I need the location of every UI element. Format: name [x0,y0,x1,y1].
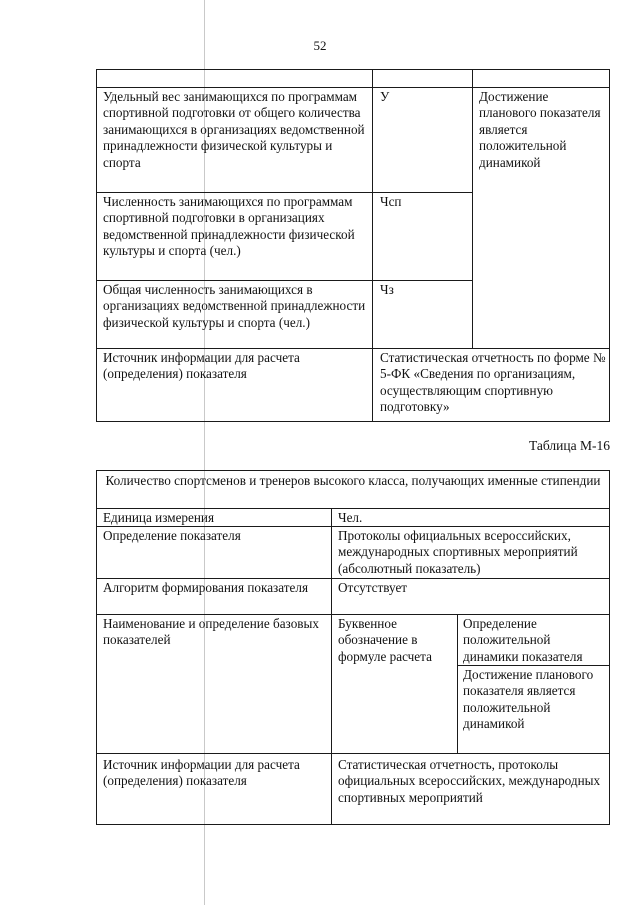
base-definition-header: Определение положительной динамики показателя [463,616,583,664]
merged-dynamics-note: Достижение планового показателя является положительной динамикой [479,89,601,170]
base-symbol-header: Буквенное обозначение в формуле расчета [338,616,432,664]
source-label: Источник информации для расчета (определения) показателя [103,350,300,382]
row-share-text: Удельный вес занимающихся по программам спортивной подготовки от общего количества занимающихся в организациях ведомственной принадлежности физической культуры и спорта [103,89,365,170]
m16-title: Количество спортсменов и тренеров высокого класса, получающих именные стипендии [105,473,601,488]
algorithm-label: Алгоритм формирования показателя [103,580,309,595]
algorithm-value: Отсутствует [338,580,408,595]
row-share-symbol: У [380,89,390,104]
definition-value: Протоколы официальных всероссийских, международных спортивных мероприятий (абсолютный показатель) [338,528,578,576]
row-sport-training-count-symbol: Чсп [380,194,402,209]
m16-source-label: Источник информации для расчета (определения) показателя [103,757,300,789]
base-definition-value: Достижение планового показателя является положительной динамикой [463,667,594,732]
base-indicators-label: Наименование и определение базовых показателей [103,616,319,648]
definition-label: Определение показателя [103,528,241,543]
m16-source-value: Статистическая отчетность, протоколы официальных всероссийских, международных спортивных мероприятий [338,757,601,805]
row-sport-training-count-text: Численность занимающихся по программам спортивной подготовки в организациях ведомственной принадлежности физической культуры и спорта (чел.) [103,194,355,259]
source-value: Статистическая отчетность по форме № 5-ФК «Сведения по организациям, осуществляющим спортивную подготовку» [380,350,606,415]
row-total-count-text: Общая численность занимающихся в организациях ведомственной принадлежности физической культуры и спорта (чел.) [103,282,366,330]
unit-value: Чел. [338,510,363,525]
table-caption: Таблица М-16 [529,438,610,453]
page-number: 52 [313,38,327,53]
unit-label: Единица измерения [103,510,215,525]
row-total-count-symbol: Чз [380,282,394,297]
